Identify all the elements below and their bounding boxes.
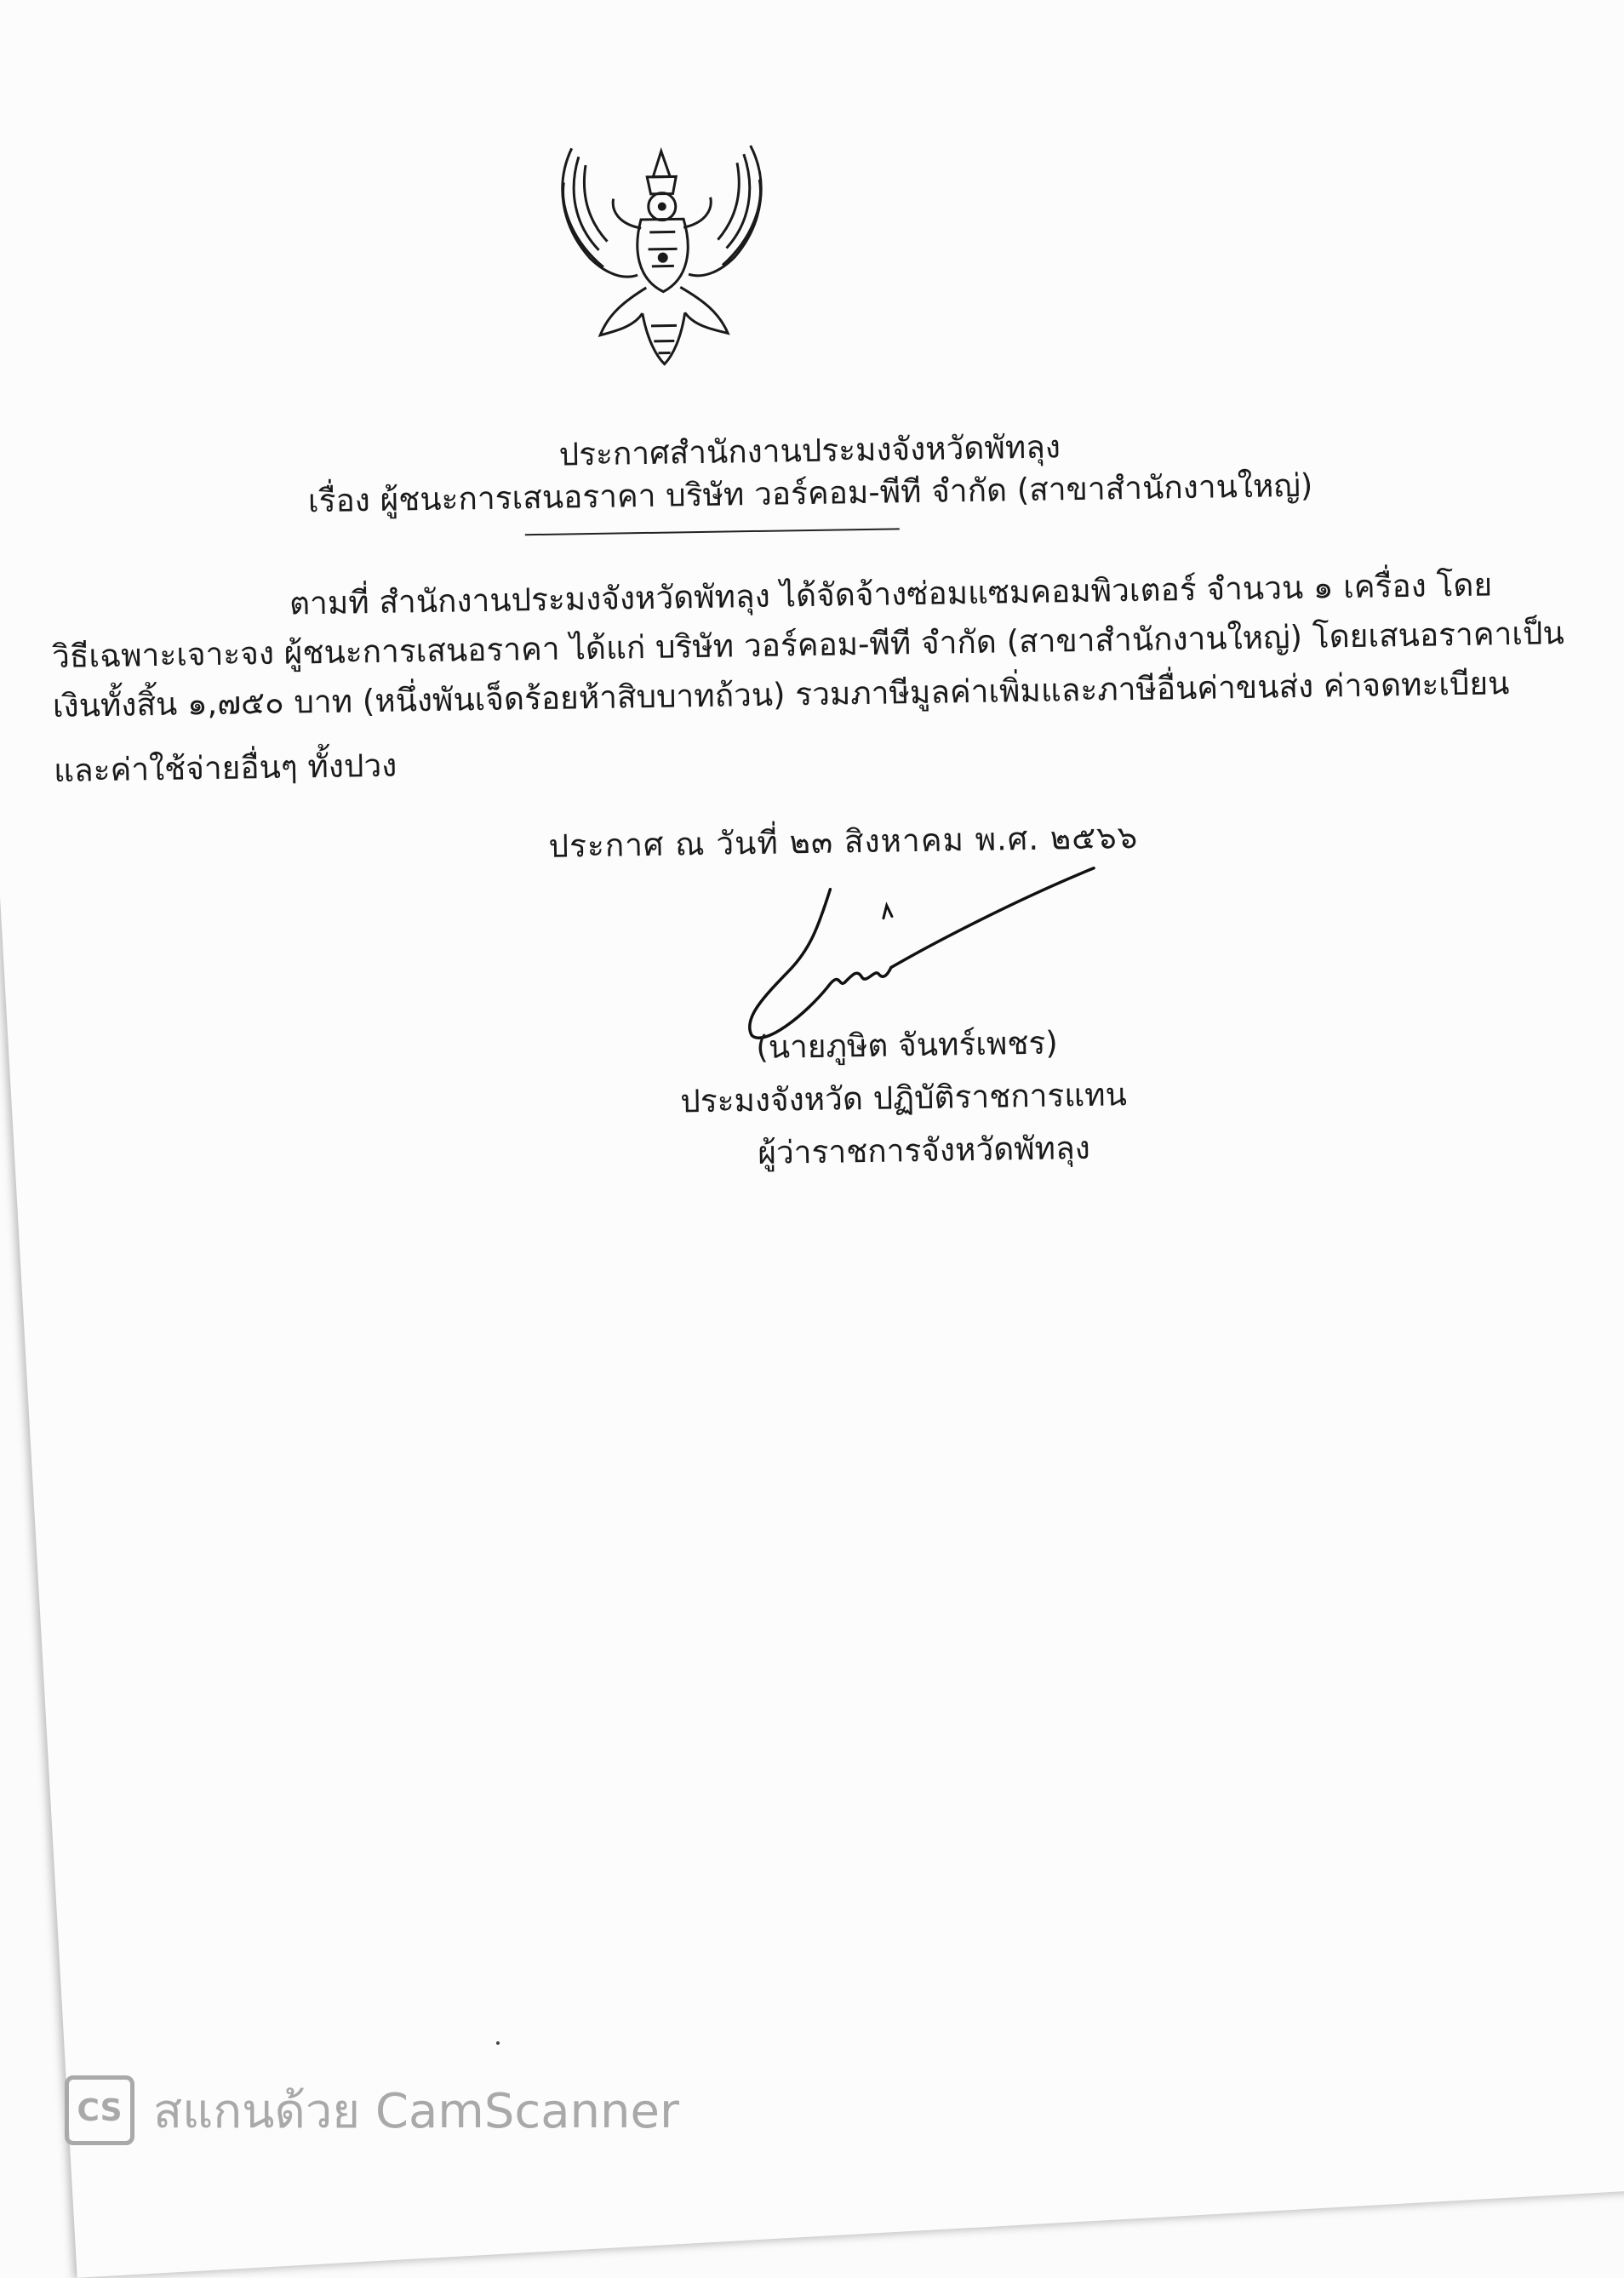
body-line-4: และค่าใช้จ่ายอื่นๆ ทั้งปวง [53,747,397,789]
body-line-1: ตามที่ สำนักงานประมงจังหวัดพัทลุง ได้จัดจ้างซ่อมแซมคอมพิวเตอร์ จำนวน ๑ เครื่อง โดย [289,566,1493,622]
title-divider [525,528,900,535]
signatory-position: ประมงจังหวัด ปฏิบัติราชการแทน [679,1076,1128,1120]
camscanner-watermark [65,2072,679,2149]
document-subject: เรื่อง ผู้ชนะการเสนอราคา บริษัท วอร์คอม-พีที จำกัด (สาขาสำนักงานใหญ่) [307,466,1313,520]
camscanner-logo-icon: CS [65,2075,134,2145]
signatory-name: (นายภูษิต จันทร์เพชร) [755,1024,1059,1067]
watermark-text: สแกนด้วย CamScanner [153,2083,679,2139]
scan-speck [496,2041,500,2045]
announcement-date: ประกาศ ณ วันที่ ๒๓ สิงหาคม พ.ศ. ๒๕๖๖ [548,818,1139,865]
body-line-3: เงินทั้งสิ้น ๑,๗๕๐ บาท (หนึ่งพันเจ็ดร้อยห้าสิบบาทถ้วน) รวมภาษีมูลค่าเพิ่มและภาษีอื่นค่าขนส่ง ค่าจดทะเบียน [52,665,1510,724]
document-title: ประกาศสำนักงานประมงจังหวัดพัทลุง [558,428,1061,473]
body-line-2: วิธีเฉพาะเจาะจง ผู้ชนะการเสนอราคา ได้แก่ บริษัท วอร์คอม-พีที จำกัด (สาขาสำนักงานใหญ่) โดยเสนอราคาเป็น [51,615,1565,675]
garuda-emblem-icon [537,128,788,379]
signatory-position-2: ผู้ว่าราชการจังหวัดพัทลุง [757,1129,1091,1172]
